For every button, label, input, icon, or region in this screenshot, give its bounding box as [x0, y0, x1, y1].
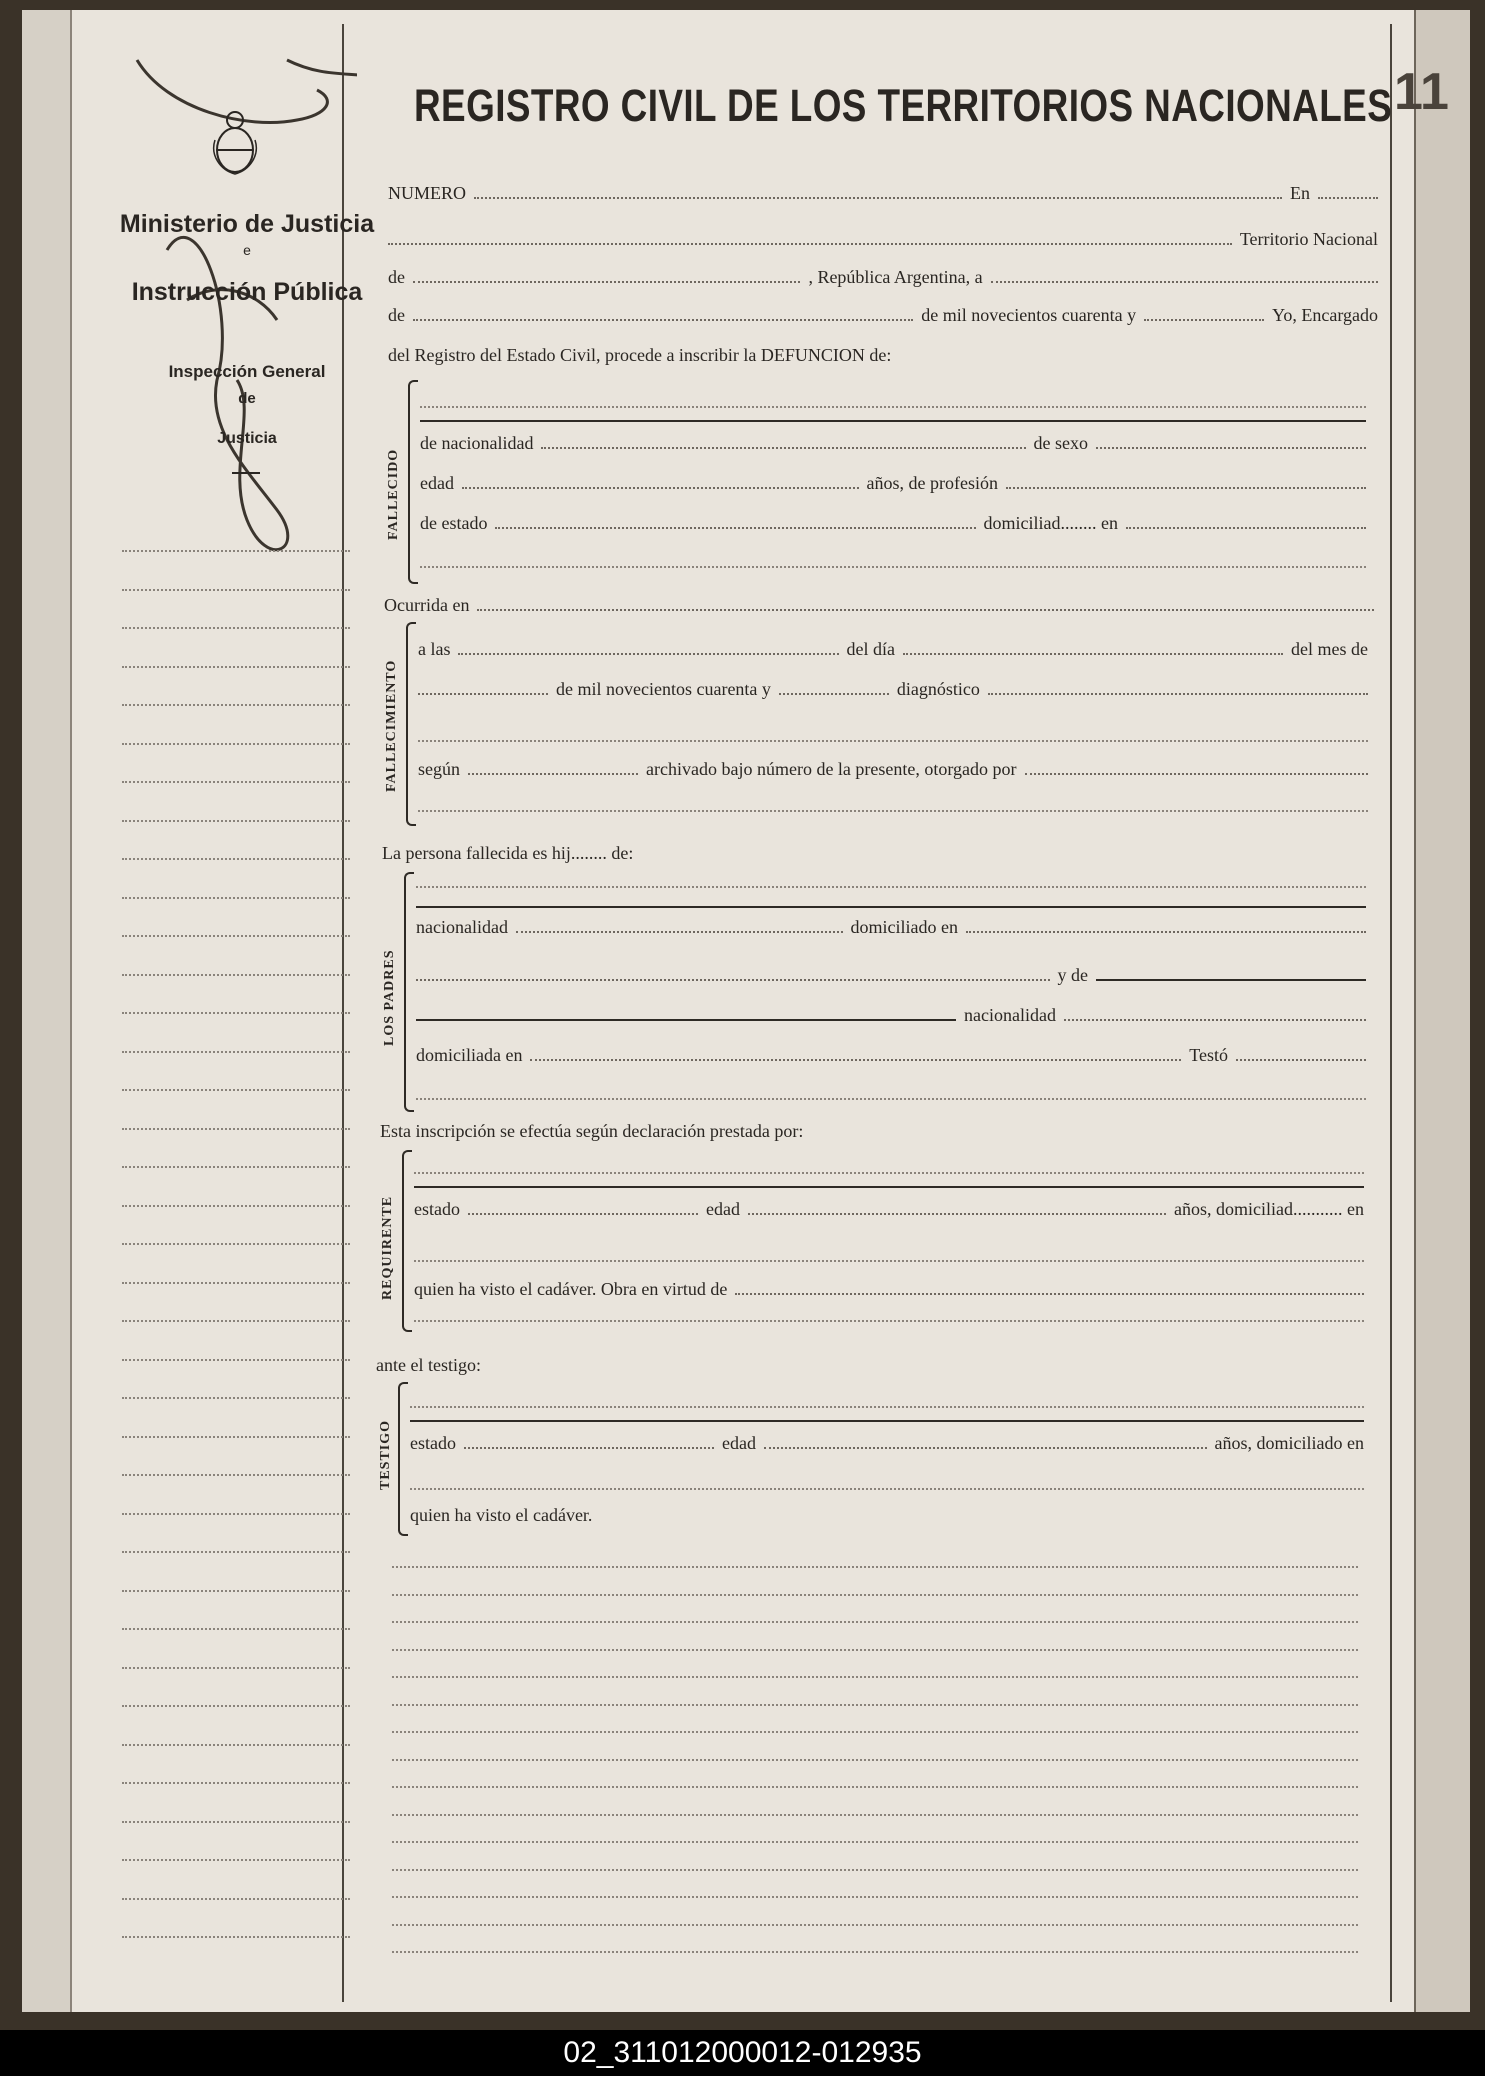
padre-nacionalidad-field[interactable] [516, 917, 843, 933]
margin-note-line[interactable] [122, 1744, 350, 1746]
profesion-field[interactable] [1006, 473, 1366, 489]
margin-note-line[interactable] [122, 1166, 350, 1168]
edad-field[interactable] [462, 473, 859, 489]
nacionalidad-label: de nacionalidad [420, 433, 534, 453]
ano-field[interactable] [779, 679, 889, 695]
domicilio-label: domiciliad........ en [983, 513, 1118, 533]
note-line[interactable] [392, 1841, 1358, 1843]
note-line[interactable] [392, 1731, 1358, 1733]
margin-note-line[interactable] [122, 550, 350, 552]
estado-field[interactable] [495, 513, 975, 529]
madre-name-start-field[interactable] [1096, 965, 1366, 981]
territory-field[interactable] [413, 267, 800, 283]
margin-note-line[interactable] [122, 1243, 350, 1245]
domiciliada-label: domiciliada en [416, 1045, 523, 1065]
requirente-visto-line [414, 1278, 1364, 1300]
register-page [22, 10, 1470, 2012]
margin-note-line[interactable] [122, 1590, 350, 1592]
padres-label: LOS PADRES [382, 949, 397, 1046]
padre-nacionalidad-line [416, 916, 1366, 938]
requirente-domicilio-label: años, domiciliad........... en [1174, 1199, 1364, 1219]
madre-nacionalidad-line [416, 1004, 1366, 1026]
margin-note-line[interactable] [122, 1205, 350, 1207]
margin-note-line[interactable] [122, 781, 350, 783]
testigo-rule [410, 1420, 1364, 1422]
fallecido-rule [420, 420, 1366, 422]
republica-label: , República Argentina, a [808, 267, 983, 287]
note-line[interactable] [392, 1896, 1358, 1898]
padre-rule [416, 906, 1366, 908]
margin-note-line[interactable] [122, 1012, 350, 1014]
requirente-edad-label: edad [705, 1199, 740, 1219]
territorio-line [388, 228, 1378, 250]
note-line[interactable] [392, 1704, 1358, 1706]
registro-label: del Registro del Estado Civil, procede a inscribir la DEFUNCION de: [388, 345, 892, 365]
fallecimiento-hora-line [418, 638, 1368, 660]
margin-note-line[interactable] [122, 974, 350, 976]
margin-rule [232, 472, 260, 474]
numero-label: NUMERO [388, 183, 467, 203]
testigo-estado-label: estado [410, 1433, 456, 1453]
margin-note-line[interactable] [122, 627, 350, 629]
testo-field[interactable] [1236, 1045, 1366, 1061]
margin-note-line[interactable] [122, 897, 350, 899]
requirente-virtud-field[interactable] [735, 1279, 1364, 1295]
testo-label: Testó [1189, 1045, 1228, 1065]
margin-note-line[interactable] [122, 743, 350, 745]
profesion-label: años, de profesión [866, 473, 998, 493]
margin-note-line[interactable] [122, 666, 350, 668]
requirente-edad-field[interactable] [748, 1199, 1166, 1215]
testigo-visto-label: quien ha visto el cadáver. [410, 1505, 593, 1525]
padres-brace [404, 872, 414, 1112]
note-line[interactable] [392, 1649, 1358, 1651]
margin-note-line[interactable] [122, 1782, 350, 1784]
requirente-brace [402, 1150, 412, 1332]
requirente-domicilio-field[interactable] [414, 1260, 1364, 1262]
ocurrida-line [384, 594, 1374, 616]
margin-note-line[interactable] [122, 1436, 350, 1438]
requirente-estado-field[interactable] [468, 1199, 698, 1215]
del-dia-label: del día [846, 639, 896, 659]
declaracion-label: Esta inscripción se efectúa según declaración prestada por: [380, 1121, 804, 1141]
place-field[interactable] [388, 229, 1232, 245]
segun-line [418, 758, 1368, 780]
note-line[interactable] [392, 1566, 1358, 1568]
note-line[interactable] [392, 1951, 1358, 1953]
page-edge [1414, 10, 1470, 2012]
hijo-line [382, 842, 1372, 864]
margin-note-line[interactable] [122, 1128, 350, 1130]
de-label-2: de [388, 305, 405, 325]
diagnostico-extra-field[interactable] [418, 740, 1368, 742]
testigo-domicilio-field[interactable] [410, 1488, 1364, 1490]
page-number: 11 [1394, 63, 1449, 121]
en-field[interactable] [1318, 183, 1378, 199]
testigo-brace [398, 1382, 408, 1536]
requirente-rule [414, 1186, 1364, 1188]
fallecido-edad-line [420, 472, 1366, 494]
numero-line [388, 182, 1378, 204]
year-line [388, 304, 1378, 326]
diagnostico-label: diagnóstico [896, 679, 980, 699]
image-caption: 02_311012000012-012935 [0, 2030, 1485, 2076]
year-field[interactable] [1144, 305, 1264, 321]
fallecido-brace [408, 380, 418, 584]
domicilio-field[interactable] [1126, 513, 1366, 529]
del-mes-label: del mes de [1291, 639, 1368, 659]
requirente-extra-field[interactable] [414, 1320, 1364, 1322]
padre-domiciliado-label: domiciliado en [850, 917, 958, 937]
padre-extra-field[interactable] [416, 965, 1050, 981]
madre-nacionalidad-field[interactable] [1064, 1005, 1366, 1021]
margin-note-line[interactable] [122, 1821, 350, 1823]
registro-line [388, 344, 1378, 366]
numero-field[interactable] [474, 183, 1282, 199]
margin-note-line[interactable] [122, 1898, 350, 1900]
requirente-estado-line [414, 1198, 1364, 1220]
coat-of-arms-icon [210, 110, 260, 176]
fallecimiento-brace [406, 622, 416, 826]
fallecido-label: FALLECIDO [386, 448, 401, 540]
margin-note-line[interactable] [122, 704, 350, 706]
margin-note-line[interactable] [122, 1359, 350, 1361]
note-line[interactable] [392, 1676, 1358, 1678]
margin-note-line[interactable] [122, 858, 350, 860]
margin-note-line[interactable] [122, 1397, 350, 1399]
note-line[interactable] [392, 1759, 1358, 1761]
edad-label: edad [420, 473, 454, 493]
margin-note-line[interactable] [122, 1320, 350, 1322]
fallecido-extra-field[interactable] [420, 566, 1366, 568]
otorgado-field[interactable] [1025, 759, 1368, 775]
testigo-name-field[interactable] [410, 1406, 1364, 1408]
margin-note-line[interactable] [122, 1667, 350, 1669]
ante-testigo-line [376, 1354, 1366, 1376]
en-label: En [1290, 183, 1310, 203]
requirente-estado-label: estado [414, 1199, 460, 1219]
madre-nacionalidad-label: nacionalidad [964, 1005, 1056, 1025]
otorgado-extra-field[interactable] [418, 810, 1368, 812]
note-line[interactable] [392, 1814, 1358, 1816]
archivado-label: archivado bajo número de la presente, otorgado por [646, 759, 1017, 779]
padre-name-field[interactable] [416, 886, 1366, 888]
margin-note-line[interactable] [122, 1859, 350, 1861]
margin-note-line[interactable] [122, 1513, 350, 1515]
margin-note-line[interactable] [122, 1936, 350, 1938]
note-line[interactable] [392, 1621, 1358, 1623]
republica-line [388, 266, 1378, 288]
segun-label: según [418, 759, 460, 779]
ocurrida-field[interactable] [477, 595, 1374, 611]
madre-domicilio-line [416, 1044, 1366, 1066]
testigo-domicilio-label: años, domiciliado en [1214, 1433, 1364, 1453]
mil-cuarenta-label-2: de mil novecientos cuarenta y [556, 679, 771, 699]
fallecido-name-field[interactable] [420, 406, 1366, 408]
testigo-visto-line [410, 1504, 1364, 1526]
fallecido-estado-line [420, 512, 1366, 534]
date-day-field[interactable] [991, 267, 1378, 283]
de-label-1: de [388, 267, 405, 287]
padre-nacionalidad-label: nacionalidad [416, 917, 508, 937]
margin-note-line[interactable] [122, 589, 350, 591]
margin-note-line[interactable] [122, 1282, 350, 1284]
fallecimiento-label: FALLECIMIENTO [384, 659, 399, 792]
padres-extra-field[interactable] [416, 1098, 1366, 1100]
ante-testigo-label: ante el testigo: [376, 1355, 481, 1375]
ocurrida-label: Ocurrida en [384, 595, 470, 615]
sexo-label: de sexo [1033, 433, 1088, 453]
hora-field[interactable] [458, 639, 838, 655]
hijo-label: La persona fallecida es hij........ de: [382, 843, 634, 863]
fallecimiento-ano-line [418, 678, 1368, 700]
margin-note-line[interactable] [122, 1089, 350, 1091]
madre-name-field[interactable] [416, 1005, 956, 1021]
y-de-label: y de [1057, 965, 1088, 985]
margin-note-line[interactable] [122, 820, 350, 822]
padre-domicilio-field[interactable] [966, 917, 1366, 933]
margin-note-line[interactable] [122, 935, 350, 937]
month-field[interactable] [413, 305, 913, 321]
diagnostico-field[interactable] [988, 679, 1368, 695]
declaracion-line [380, 1120, 1370, 1142]
nacionalidad-field[interactable] [541, 433, 1025, 449]
testigo-edad-field[interactable] [764, 1433, 1207, 1449]
testigo-estado-field[interactable] [464, 1433, 714, 1449]
sexo-field[interactable] [1096, 433, 1366, 449]
madre-intro-line [416, 964, 1366, 986]
ministry-e: e [243, 242, 251, 258]
estado-label: de estado [420, 513, 488, 533]
margin-note-line[interactable] [122, 1551, 350, 1553]
requirente-label: REQUIRENTE [380, 1195, 395, 1300]
dia-field[interactable] [903, 639, 1283, 655]
fallecido-nacionalidad-line [420, 432, 1366, 454]
mil-cuarenta-label: de mil novecientos cuarenta y [921, 305, 1137, 325]
margin-note-line[interactable] [122, 1474, 350, 1476]
inspection-de: de [238, 390, 256, 407]
segun-field[interactable] [468, 759, 638, 775]
note-line[interactable] [392, 1786, 1358, 1788]
mes-field[interactable] [418, 679, 548, 695]
inspection-line1: Inspección General [168, 362, 326, 381]
margin-note-line[interactable] [122, 1705, 350, 1707]
territorio-label: Territorio Nacional [1239, 229, 1378, 249]
ministry-line1: Ministerio de Justicia [119, 210, 375, 238]
testigo-label: TESTIGO [378, 1419, 393, 1490]
testigo-estado-line [410, 1432, 1364, 1454]
inspection-line2: Justicia [217, 430, 277, 447]
page-title: REGISTRO CIVIL DE LOS TERRITORIOS NACIONALES [414, 80, 1393, 131]
yo-encargado-label: Yo, Encargado [1272, 305, 1378, 325]
margin-note-line[interactable] [122, 1051, 350, 1053]
note-line[interactable] [392, 1869, 1358, 1871]
testigo-edad-label: edad [721, 1433, 756, 1453]
note-line[interactable] [392, 1924, 1358, 1926]
ministry-line2: Instrucción Pública [131, 278, 363, 306]
madre-domicilio-field[interactable] [530, 1045, 1181, 1061]
requirente-visto-label: quien ha visto el cadáver. Obra en virtud de [414, 1279, 728, 1299]
a-las-label: a las [418, 639, 451, 659]
right-divider [1390, 24, 1392, 2002]
note-line[interactable] [392, 1594, 1358, 1596]
requirente-name-field[interactable] [414, 1172, 1364, 1174]
binding-strip [22, 10, 72, 2012]
margin-note-line[interactable] [122, 1628, 350, 1630]
